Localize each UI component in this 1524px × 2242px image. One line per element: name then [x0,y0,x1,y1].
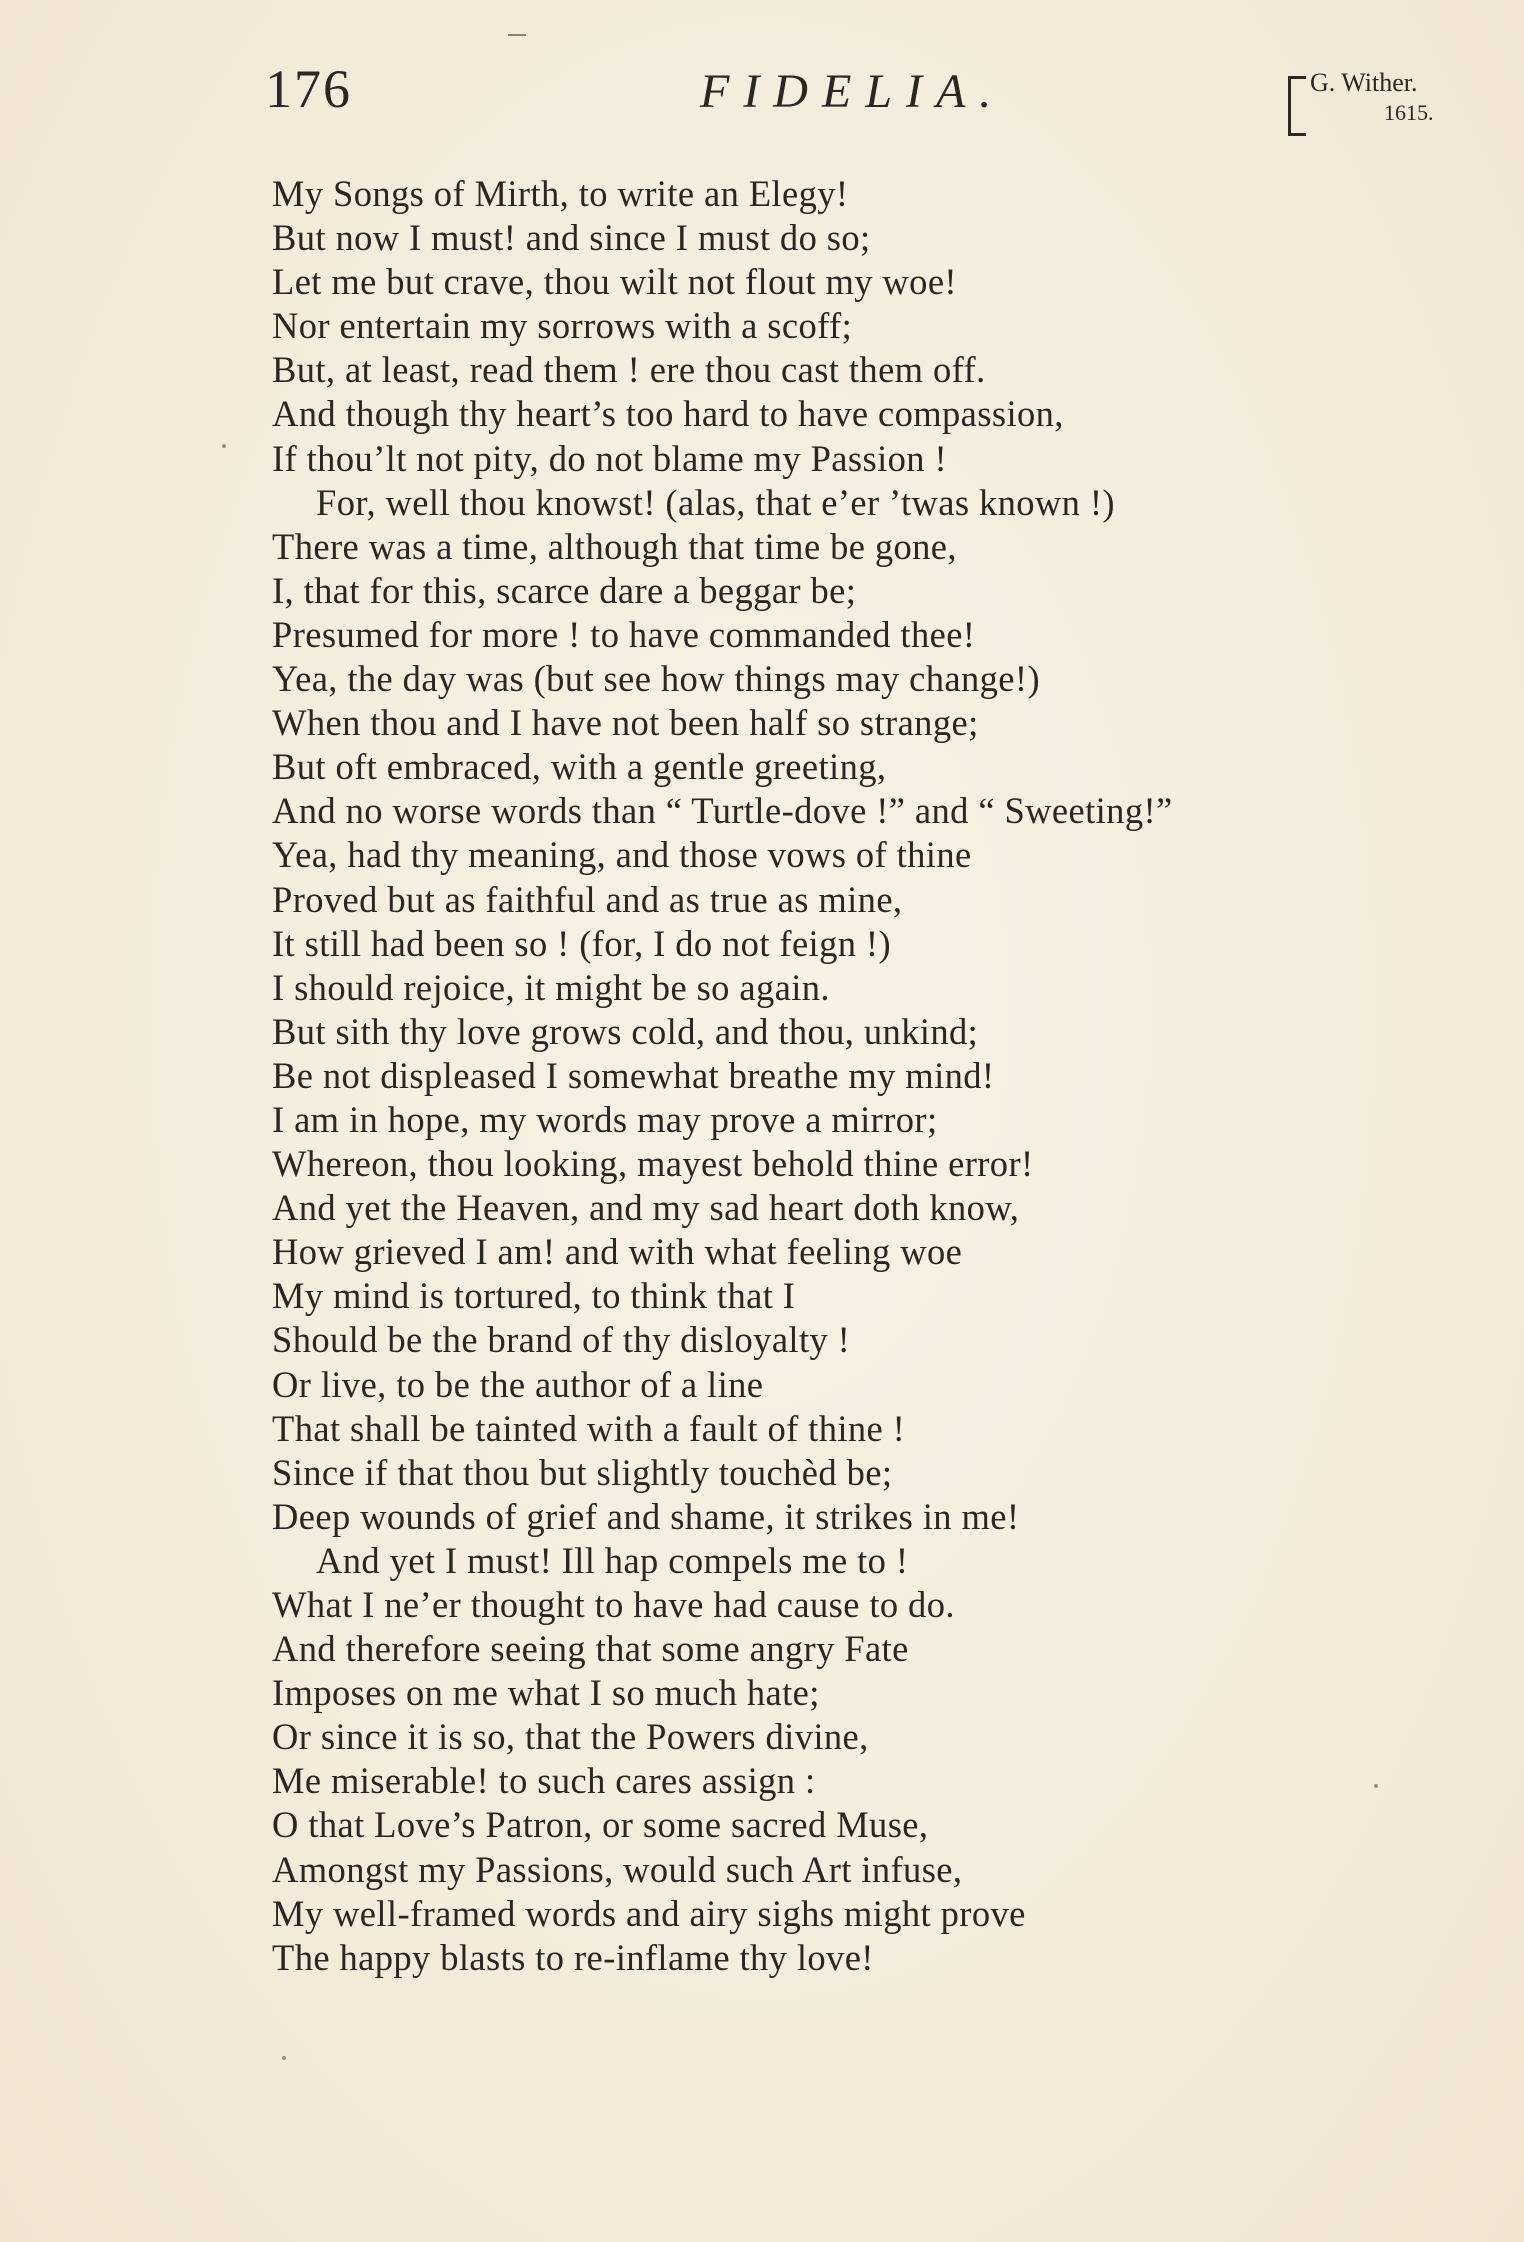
poem-line: Whereon, thou looking, mayest behold thine error! [272,1143,1034,1185]
poem-line: When thou and I have not been half so strange; [272,702,979,744]
poem-line: There was a time, although that time be gone, [272,525,957,567]
attribution-year: 1615. [1384,100,1434,125]
poem-line: Proved but as faithful and as true as mine, [272,878,903,920]
poem-line: How grieved I am! and with what feeling woe [272,1231,963,1273]
poem-line: Yea, the day was (but see how things may change!) [272,658,1041,700]
poem-line: My Songs of Mirth, to write an Elegy! [272,173,849,214]
poem-line: And though thy heart’s too hard to have compassion, [272,393,1064,435]
poem-line: Or since it is so, that the Powers divine, [272,1716,869,1758]
attribution [1288,70,1448,130]
bracket-mark [1288,76,1306,136]
poem-line: Let me but crave, thou wilt not flout my woe! [272,261,957,303]
poem-line: But now I must! and since I must do so; [272,217,871,259]
poem-line: Amongst my Passions, would such Art infuse, [272,1848,963,1890]
top-dash-mark [508,34,526,36]
poem-line: I should rejoice, it might be so again. [272,966,830,1008]
poem-line: Be not displeased I somewhat breathe my mind! [272,1054,995,1096]
attribution-author: G. Wither. [1310,68,1418,97]
poem-line: It still had been so ! (for, I do not feign !) [272,922,892,964]
poem-line: For, well thou knowst! (alas, that e’er ’twas known !) [316,481,1115,523]
poem-line: The happy blasts to re-inflame thy love! [272,1936,874,1978]
poem-line: Since if that thou but slightly touchèd be; [272,1451,893,1493]
poem-line: Should be the brand of thy disloyalty ! [272,1319,851,1361]
poem-line: That shall be tainted with a fault of thine ! [272,1407,906,1449]
poem-text [272,172,1173,1980]
poem-line: Or live, to be the author of a line [272,1363,764,1405]
page-number: 176 [265,59,352,119]
poem-line: Presumed for more ! to have commanded thee! [272,613,976,655]
poem-line: But sith thy love grows cold, and thou, unkind; [272,1010,979,1052]
poem-line: And therefore seeing that some angry Fate [272,1628,909,1670]
paper-speck [1374,1784,1378,1788]
poem-line: If thou’lt not pity, do not blame my Passion ! [272,437,948,479]
poem-line: Me miserable! to such cares assign : [272,1760,816,1802]
poem-line: Yea, had thy meaning, and those vows of thine [272,834,972,876]
poem-line: I, that for this, scarce dare a beggar be; [272,569,857,611]
poem-line: What I ne’er thought to have had cause to do. [272,1584,955,1625]
poem-line: But, at least, read them ! ere thou cast them off. [272,349,986,391]
poem-line: And yet the Heaven, and my sad heart doth know, [272,1187,1020,1229]
poem-line: And yet I must! Ill hap compels me to ! [316,1539,909,1581]
poem-line: Imposes on me what I so much hate; [272,1672,820,1714]
poem-line: But oft embraced, with a gentle greeting, [272,746,887,788]
running-title: FIDELIA. [700,65,1006,118]
poem-line: My mind is tortured, to think that I [272,1275,796,1317]
poem-line: My well-framed words and airy sighs might prove [272,1892,1026,1934]
poem-line: Deep wounds of grief and shame, it strikes in me! [272,1495,1020,1537]
poem-line: O that Love’s Patron, or some sacred Muse, [272,1804,929,1846]
poem-line: And no worse words than “ Turtle-dove !” and “ Sweeting!” [272,790,1173,832]
poem-line: Nor entertain my sorrows with a scoff; [272,305,853,347]
paper-speck [282,2056,286,2060]
poem-line: I am in hope, my words may prove a mirror; [272,1098,938,1140]
paper-speck [222,444,226,448]
